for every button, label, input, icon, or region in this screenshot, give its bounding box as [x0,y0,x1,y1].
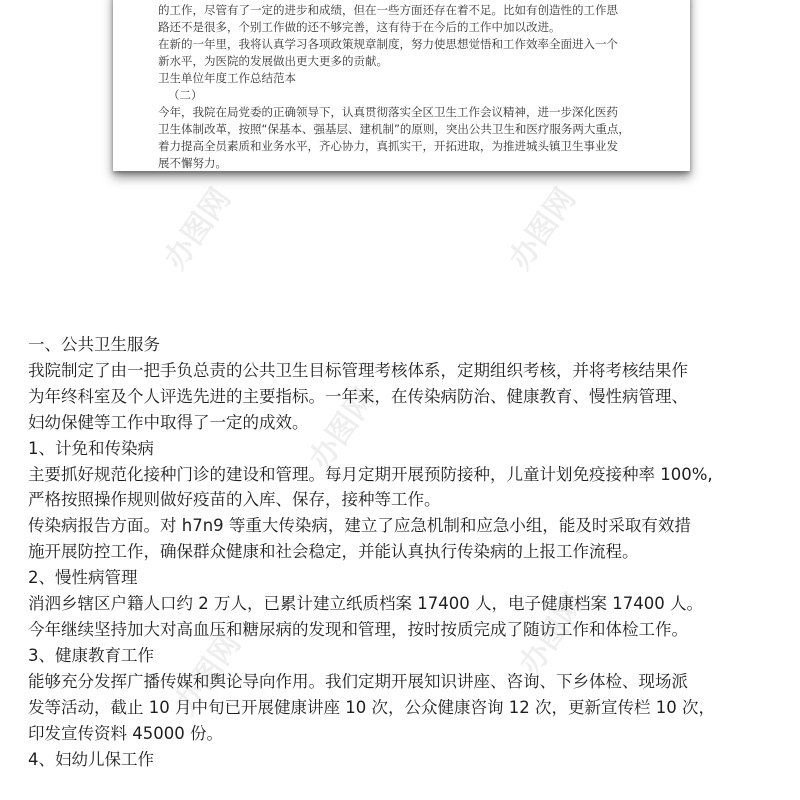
watermark: 办图网 [302,382,384,476]
preview-line: 今年，我院在局党委的正确领导下，认真贯彻落实全区卫生工作会议精神，进一步深化医药 [158,105,618,119]
subsection-heading: 4、妇幼儿保工作 [28,749,154,769]
paragraph-line: 能够充分发挥广播传媒和舆论导向作用。我们定期开展知识讲座、咨询、下乡体检、现场派 [28,671,688,691]
watermark: 办图网 [157,182,239,276]
preview-line: 路还不是很多，个别工作做的还不够完善，这有待于在今后的工作中加以改进。 [158,20,561,34]
preview-heading: 卫生单位年度工作总结范本 [158,71,296,85]
document-body [28,332,788,772]
paragraph-line: 传染病报告方面。对 h7n9 等重大传染病，建立了应急机制和应急小组，能及时采取有效措 [28,516,691,536]
paragraph-line: 主要抓好规范化接种门诊的建设和管理。每月定期开展预防接种，儿童计划免疫接种率 100%, [28,464,713,484]
paragraph-line: 印发宣传资料 45000 份。 [28,723,223,743]
preview-line: 的工作，尽管有了一定的进步和成绩，但在一些方面还存在着不足。比如有创造性的工作思 [158,3,618,17]
watermark: 办图网 [502,182,584,276]
paragraph-line: 我院制定了由一把手负总责的公共卫生目标管理考核体系，定期组织考核，并将考核结果作 [28,360,688,380]
preview-line: 卫生体制改革，按照“保基本、强基层、建机制”的原则，突出公共卫生和医疗服务两大重点， [158,122,630,136]
preview-text [158,2,658,172]
preview-line: 新水平，为医院的发展做出更大更多的贡献。 [158,54,388,68]
preview-subheading: （二） [168,88,203,102]
paragraph-line: 妇幼保健等工作中取得了一定的成效。 [28,412,309,432]
section-heading: 一、公共卫生服务 [28,335,160,354]
document-preview-card [113,0,690,171]
preview-line: 在新的一年里，我将认真学习各项政策规章制度，努力使思想觉悟和工作效率全面进入一个 [158,37,618,51]
preview-line: 展不懈努力。 [158,156,227,170]
paragraph-line: 消泗乡辖区户籍人口约 2 万人，已累计建立纸质档案 17400 人，电子健康档案 17400 人。 [28,594,703,614]
watermark: 办图网 [512,587,594,681]
paragraph-line: 为年终科室及个人评选先进的主要指标。一年来，在传染病防治、健康教育、慢性病管理、 [28,386,688,406]
paragraph-line: 发等活动，截止 10 月中旬已开展健康讲座 10 次，公众健康咨询 12 次，更新宣传栏 10 次， [28,697,715,717]
preview-line: 着力提高全员素质和业务水平，齐心协力，真抓实干，开拓进取，为推进城头镇卫生事业发 [158,139,618,153]
watermark: 办图网 [167,627,249,721]
paragraph-line: 今年继续坚持加大对高血压和糖尿病的发现和管理，按时按质完成了随访工作和体检工作。 [28,619,688,639]
subsection-heading: 3、健康教育工作 [28,645,154,665]
paragraph-line: 严格按照操作规则做好疫苗的入库、保存，接种等工作。 [28,490,441,510]
paragraph-line: 施开展防控工作，确保群众健康和社会稳定，并能认真执行传染病的上报工作流程。 [28,542,639,562]
subsection-heading: 1、计免和传染病 [28,438,154,458]
subsection-heading: 2、慢性病管理 [28,568,138,588]
